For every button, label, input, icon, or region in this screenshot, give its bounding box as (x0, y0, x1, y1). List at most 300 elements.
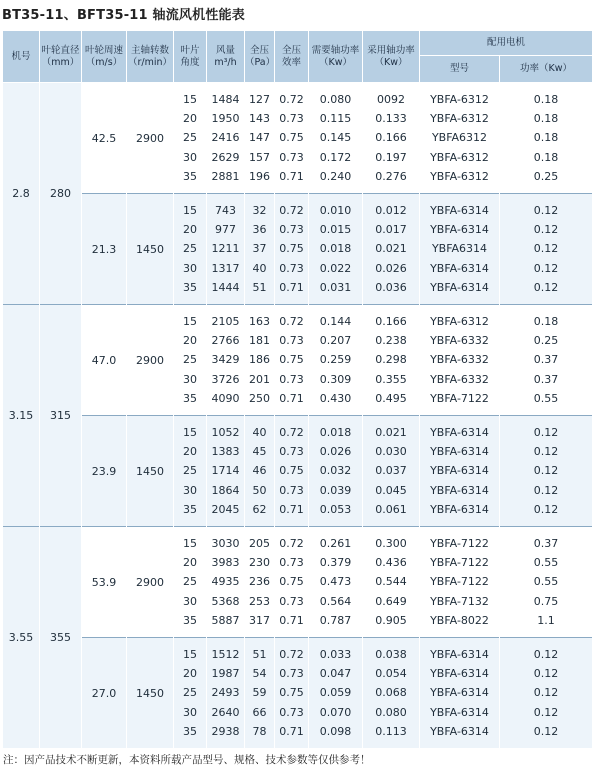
air-flow-value: 1987 (211, 667, 240, 681)
used-power-value: 0092 (377, 93, 405, 107)
motor-model-value: YBFA-6312 (430, 315, 489, 329)
efficiency-value: 0.72 (279, 648, 304, 662)
motor-power-value: 0.25 (533, 169, 559, 183)
required-power-value: 0.787 (319, 613, 352, 627)
blade-angle-value: 20 (183, 667, 197, 681)
efficiency-value: 0.71 (279, 169, 304, 183)
air-flow-value: 2881 (211, 169, 240, 183)
required-power-value: 0.022 (319, 261, 352, 275)
motor-model-value: YBFA-6314 (430, 724, 489, 738)
impeller-diameter: 280 (40, 83, 82, 305)
used-power-column (363, 194, 420, 305)
motor-model-value: YBFA-6314 (430, 648, 489, 662)
motor-power-value: 0.18 (533, 150, 559, 164)
required-power-value: 0.031 (319, 280, 352, 294)
blade-angle-value: 35 (183, 169, 197, 183)
used-power-column (363, 305, 420, 416)
required-power-value: 0.207 (319, 334, 352, 348)
motor-model-column (420, 638, 500, 749)
air-flow-value: 3726 (211, 372, 240, 386)
motor-power-value: 0.12 (533, 261, 559, 275)
motor-model-value: YBFA-6312 (430, 150, 489, 164)
used-power-value: 0.197 (375, 150, 407, 164)
blade-angle-column (174, 305, 207, 416)
total-pressure-value: 186 (249, 353, 270, 367)
efficiency-value: 0.73 (279, 445, 304, 459)
air-flow-value: 977 (215, 223, 236, 237)
total-pressure-column (245, 194, 275, 305)
total-pressure-value: 50 (252, 483, 267, 497)
blade-angle-value: 25 (183, 242, 197, 256)
header-blade-angle: 叶片 角度 (174, 31, 207, 83)
used-power-value: 0.300 (375, 537, 407, 551)
required-power-column (309, 416, 363, 527)
required-power-value: 0.015 (319, 223, 352, 237)
air-flow-column (207, 83, 245, 194)
required-power-column (309, 305, 363, 416)
motor-model-value: YBFA-6312 (430, 112, 489, 126)
header-motor-power: 功率（Kw） (500, 56, 593, 83)
total-pressure-value: 143 (249, 112, 270, 126)
efficiency-column (275, 416, 309, 527)
total-pressure-value: 163 (249, 315, 270, 329)
air-flow-value: 2416 (211, 131, 240, 145)
used-power-value: 0.045 (375, 483, 407, 497)
air-flow-value: 1052 (211, 426, 240, 440)
blade-angle-column (174, 416, 207, 527)
blade-angle-value: 30 (183, 594, 197, 608)
total-pressure-value: 250 (249, 391, 270, 405)
required-power-value: 0.070 (319, 705, 352, 719)
circumferential-speed: 23.9 (82, 416, 127, 527)
header-efficiency: 全压 效率 (275, 31, 309, 83)
motor-model-value: YBFA-6314 (430, 426, 489, 440)
required-power-value: 0.080 (319, 93, 352, 107)
motor-power-value: 0.12 (533, 705, 559, 719)
motor-model-column (420, 83, 500, 194)
used-power-value: 0.649 (375, 594, 407, 608)
total-pressure-value: 78 (252, 724, 267, 738)
motor-model-column (420, 527, 500, 638)
blade-angle-column (174, 638, 207, 749)
air-flow-column (207, 527, 245, 638)
motor-power-value: 0.12 (533, 502, 559, 516)
required-power-value: 0.032 (319, 464, 352, 478)
blade-angle-value: 20 (183, 334, 197, 348)
total-pressure-value: 40 (252, 426, 267, 440)
motor-model-value: YBFA-6332 (430, 372, 489, 386)
motor-model-value: YBFA-6314 (430, 445, 489, 459)
shaft-rpm: 2900 (127, 305, 174, 416)
efficiency-value: 0.71 (279, 613, 304, 627)
motor-model-value: YBFA-7122 (430, 537, 489, 551)
used-power-value: 0.036 (375, 280, 407, 294)
motor-power-value: 0.18 (533, 131, 559, 145)
used-power-value: 0.021 (375, 242, 407, 256)
circumferential-speed: 42.5 (82, 83, 127, 194)
total-pressure-value: 54 (252, 667, 267, 681)
circumferential-speed: 53.9 (82, 527, 127, 638)
efficiency-column (275, 305, 309, 416)
table-row (3, 194, 593, 305)
air-flow-value: 1864 (211, 483, 240, 497)
table-row (3, 527, 593, 638)
blade-angle-column (174, 194, 207, 305)
motor-model-value: YBFA-6314 (430, 464, 489, 478)
required-power-value: 0.098 (319, 724, 352, 738)
impeller-diameter: 315 (40, 305, 82, 527)
motor-model-value: YBFA-6332 (430, 334, 489, 348)
blade-angle-column (174, 83, 207, 194)
air-flow-value: 2105 (211, 315, 240, 329)
used-power-value: 0.026 (375, 261, 407, 275)
air-flow-value: 5887 (211, 613, 240, 627)
blade-angle-value: 15 (183, 204, 197, 218)
motor-power-value: 0.18 (533, 315, 559, 329)
air-flow-column (207, 638, 245, 749)
blade-angle-value: 35 (183, 613, 197, 627)
air-flow-column (207, 194, 245, 305)
motor-power-value: 0.12 (533, 648, 559, 662)
blade-angle-value: 30 (183, 705, 197, 719)
motor-model-value: YBFA-7122 (430, 391, 489, 405)
blade-angle-value: 15 (183, 648, 197, 662)
total-pressure-value: 45 (252, 445, 267, 459)
efficiency-value: 0.73 (279, 556, 304, 570)
air-flow-value: 2493 (211, 686, 240, 700)
used-power-value: 0.068 (375, 686, 407, 700)
motor-power-value: 0.12 (533, 667, 559, 681)
blade-angle-value: 25 (183, 464, 197, 478)
blade-angle-value: 30 (183, 150, 197, 164)
air-flow-value: 3030 (211, 537, 240, 551)
motor-model-value: YBFA-7122 (430, 556, 489, 570)
efficiency-value: 0.75 (279, 686, 304, 700)
blade-angle-value: 20 (183, 112, 197, 126)
used-power-value: 0.133 (375, 112, 407, 126)
efficiency-value: 0.73 (279, 705, 304, 719)
efficiency-column (275, 83, 309, 194)
header-total-pressure: 全压 （Pa） (245, 31, 275, 83)
motor-power-column (500, 416, 593, 527)
header-used-shaft-power: 采用轴功率 （Kw） (363, 31, 420, 83)
total-pressure-column (245, 83, 275, 194)
air-flow-value: 1317 (211, 261, 240, 275)
blade-angle-value: 30 (183, 483, 197, 497)
air-flow-value: 2640 (211, 705, 240, 719)
header-diameter: 叶轮直径 （mm） (40, 31, 82, 83)
air-flow-value: 1383 (211, 445, 240, 459)
header-rpm: 主轴转数 （r/min） (127, 31, 174, 83)
motor-power-value: 0.55 (533, 391, 559, 405)
motor-model-value: YBFA-6332 (430, 353, 489, 367)
shaft-rpm: 1450 (127, 194, 174, 305)
efficiency-value: 0.71 (279, 502, 304, 516)
blade-angle-column (174, 527, 207, 638)
required-power-value: 0.026 (319, 445, 352, 459)
total-pressure-column (245, 638, 275, 749)
blade-angle-value: 15 (183, 93, 197, 107)
total-pressure-value: 147 (249, 131, 270, 145)
efficiency-value: 0.75 (279, 575, 304, 589)
motor-power-column (500, 638, 593, 749)
air-flow-column (207, 416, 245, 527)
efficiency-value: 0.72 (279, 426, 304, 440)
air-flow-value: 2045 (211, 502, 240, 516)
used-power-value: 0.038 (375, 648, 407, 662)
efficiency-value: 0.73 (279, 112, 304, 126)
motor-model-value: YBFA-6314 (430, 667, 489, 681)
blade-angle-value: 20 (183, 556, 197, 570)
blade-angle-value: 35 (183, 724, 197, 738)
shaft-rpm: 2900 (127, 83, 174, 194)
motor-model-value: YBFA-6314 (430, 280, 489, 294)
motor-power-value: 0.12 (533, 483, 559, 497)
circumferential-speed: 27.0 (82, 638, 127, 749)
air-flow-value: 5368 (211, 594, 240, 608)
efficiency-value: 0.73 (279, 223, 304, 237)
efficiency-value: 0.73 (279, 334, 304, 348)
used-power-column (363, 83, 420, 194)
motor-model-value: YBFA-8022 (430, 613, 489, 627)
air-flow-value: 2629 (211, 150, 240, 164)
motor-power-value: 0.18 (533, 112, 559, 126)
required-power-value: 0.144 (319, 315, 352, 329)
table-row (3, 638, 593, 749)
motor-power-value: 0.12 (533, 464, 559, 478)
required-power-value: 0.047 (319, 667, 352, 681)
motor-power-column (500, 194, 593, 305)
used-power-value: 0.054 (375, 667, 407, 681)
required-power-value: 0.018 (319, 426, 352, 440)
blade-angle-value: 25 (183, 575, 197, 589)
efficiency-value: 0.73 (279, 594, 304, 608)
motor-power-value: 0.75 (533, 594, 559, 608)
required-power-value: 0.010 (319, 204, 352, 218)
motor-model-value: YBFA-6314 (430, 223, 489, 237)
total-pressure-value: 317 (249, 613, 270, 627)
required-power-value: 0.053 (319, 502, 352, 516)
required-power-column (309, 83, 363, 194)
used-power-value: 0.355 (375, 372, 407, 386)
required-power-value: 0.039 (319, 483, 352, 497)
used-power-column (363, 416, 420, 527)
motor-model-column (420, 305, 500, 416)
used-power-value: 0.017 (375, 223, 407, 237)
shaft-rpm: 1450 (127, 416, 174, 527)
motor-power-column (500, 305, 593, 416)
motor-model-value: YBFA-6314 (430, 261, 489, 275)
motor-model-value: YBFA-6312 (430, 169, 489, 183)
motor-power-value: 0.12 (533, 204, 559, 218)
efficiency-value: 0.75 (279, 131, 304, 145)
total-pressure-value: 36 (252, 223, 267, 237)
motor-model-value: YBFA6312 (431, 131, 488, 145)
blade-angle-value: 35 (183, 280, 197, 294)
motor-power-column (500, 83, 593, 194)
table-row (3, 83, 593, 194)
blade-angle-value: 25 (183, 131, 197, 145)
used-power-value: 0.166 (375, 131, 407, 145)
total-pressure-value: 127 (249, 93, 270, 107)
table-body (3, 83, 593, 749)
air-flow-value: 1211 (211, 242, 240, 256)
used-power-value: 0.166 (375, 315, 407, 329)
air-flow-value: 2938 (211, 724, 240, 738)
total-pressure-column (245, 416, 275, 527)
air-flow-value: 4935 (211, 575, 240, 589)
circumferential-speed: 21.3 (82, 194, 127, 305)
motor-power-value: 0.37 (533, 353, 559, 367)
required-power-value: 0.018 (319, 242, 352, 256)
used-power-value: 0.037 (375, 464, 407, 478)
total-pressure-value: 37 (252, 242, 267, 256)
blade-angle-value: 15 (183, 315, 197, 329)
motor-model-value: YBFA-7132 (430, 594, 489, 608)
table-row (3, 305, 593, 416)
required-power-value: 0.115 (319, 112, 352, 126)
motor-model-column (420, 416, 500, 527)
total-pressure-value: 66 (252, 705, 267, 719)
required-power-value: 0.240 (319, 169, 352, 183)
blade-angle-value: 35 (183, 502, 197, 516)
blade-angle-value: 30 (183, 261, 197, 275)
header-motor-model: 型号 (420, 56, 500, 83)
required-power-column (309, 638, 363, 749)
motor-power-value: 0.55 (533, 575, 559, 589)
efficiency-value: 0.72 (279, 93, 304, 107)
efficiency-value: 0.71 (279, 724, 304, 738)
motor-model-value: YBFA6314 (431, 242, 488, 256)
motor-model-column (420, 194, 500, 305)
motor-power-value: 1.1 (537, 613, 555, 627)
shaft-rpm: 2900 (127, 527, 174, 638)
motor-power-column (500, 527, 593, 638)
motor-power-value: 0.12 (533, 445, 559, 459)
total-pressure-value: 59 (252, 686, 267, 700)
required-power-column (309, 527, 363, 638)
required-power-value: 0.033 (319, 648, 352, 662)
machine-number: 3.15 (3, 305, 40, 527)
motor-power-value: 0.12 (533, 223, 559, 237)
total-pressure-value: 196 (249, 169, 270, 183)
air-flow-column (207, 305, 245, 416)
blade-angle-value: 20 (183, 445, 197, 459)
air-flow-value: 3983 (211, 556, 240, 570)
total-pressure-column (245, 527, 275, 638)
motor-power-value: 0.55 (533, 556, 559, 570)
shaft-rpm: 1450 (127, 638, 174, 749)
air-flow-value: 1484 (211, 93, 240, 107)
page-title: BT35-11、BFT35-11 轴流风机性能表 (2, 8, 245, 23)
motor-power-value: 0.12 (533, 242, 559, 256)
blade-angle-value: 15 (183, 537, 197, 551)
efficiency-value: 0.72 (279, 315, 304, 329)
impeller-diameter: 355 (40, 527, 82, 749)
required-power-value: 0.473 (319, 575, 352, 589)
air-flow-value: 1950 (211, 112, 240, 126)
blade-angle-value: 30 (183, 372, 197, 386)
total-pressure-column (245, 305, 275, 416)
required-power-value: 0.379 (319, 556, 352, 570)
total-pressure-value: 236 (249, 575, 270, 589)
motor-power-value: 0.37 (533, 537, 559, 551)
header-motor: 配用电机 (420, 31, 593, 56)
used-power-value: 0.021 (375, 426, 407, 440)
total-pressure-value: 62 (252, 502, 267, 516)
efficiency-value: 0.71 (279, 280, 304, 294)
required-power-value: 0.145 (319, 131, 352, 145)
air-flow-value: 1714 (211, 464, 240, 478)
header-machine-no: 机号 (3, 31, 40, 83)
motor-model-value: YBFA-6314 (430, 705, 489, 719)
air-flow-value: 3429 (211, 353, 240, 367)
air-flow-value: 1444 (211, 280, 240, 294)
total-pressure-value: 40 (252, 261, 267, 275)
motor-power-value: 0.12 (533, 686, 559, 700)
efficiency-value: 0.72 (279, 537, 304, 551)
blade-angle-value: 35 (183, 391, 197, 405)
used-power-value: 0.113 (375, 724, 407, 738)
motor-model-value: YBFA-7122 (430, 575, 489, 589)
efficiency-value: 0.75 (279, 242, 304, 256)
motor-model-value: YBFA-6314 (430, 204, 489, 218)
total-pressure-value: 46 (252, 464, 267, 478)
motor-power-value: 0.12 (533, 280, 559, 294)
air-flow-value: 743 (215, 204, 236, 218)
efficiency-value: 0.71 (279, 391, 304, 405)
used-power-value: 0.030 (375, 445, 407, 459)
motor-model-value: YBFA-6312 (430, 93, 489, 107)
blade-angle-value: 15 (183, 426, 197, 440)
used-power-value: 0.012 (375, 204, 407, 218)
total-pressure-value: 181 (249, 334, 270, 348)
performance-table (2, 30, 593, 748)
table-row (3, 416, 593, 527)
efficiency-value: 0.75 (279, 353, 304, 367)
required-power-value: 0.309 (319, 372, 352, 386)
motor-model-value: YBFA-6314 (430, 686, 489, 700)
efficiency-value: 0.73 (279, 667, 304, 681)
air-flow-value: 4090 (211, 391, 240, 405)
motor-power-value: 0.12 (533, 724, 559, 738)
required-power-value: 0.430 (319, 391, 352, 405)
machine-number: 2.8 (3, 83, 40, 305)
efficiency-value: 0.73 (279, 261, 304, 275)
required-power-value: 0.564 (319, 594, 352, 608)
used-power-column (363, 638, 420, 749)
total-pressure-value: 230 (249, 556, 270, 570)
used-power-value: 0.276 (375, 169, 407, 183)
motor-power-value: 0.12 (533, 426, 559, 440)
required-power-value: 0.172 (319, 150, 352, 164)
header-circumferential-speed: 叶轮周速 （m/s） (82, 31, 127, 83)
efficiency-value: 0.72 (279, 204, 304, 218)
motor-power-value: 0.18 (533, 93, 559, 107)
footnote: 注：因产品技术不断更新，本资料所载产品型号、规格、技术参数等仅供参考！ (3, 754, 371, 766)
used-power-value: 0.495 (375, 391, 407, 405)
used-power-value: 0.298 (375, 353, 407, 367)
required-power-value: 0.261 (319, 537, 352, 551)
efficiency-value: 0.73 (279, 483, 304, 497)
total-pressure-value: 157 (249, 150, 270, 164)
total-pressure-value: 51 (252, 280, 267, 294)
required-power-value: 0.059 (319, 686, 352, 700)
blade-angle-value: 20 (183, 223, 197, 237)
blade-angle-value: 25 (183, 353, 197, 367)
efficiency-value: 0.75 (279, 464, 304, 478)
used-power-value: 0.238 (375, 334, 407, 348)
